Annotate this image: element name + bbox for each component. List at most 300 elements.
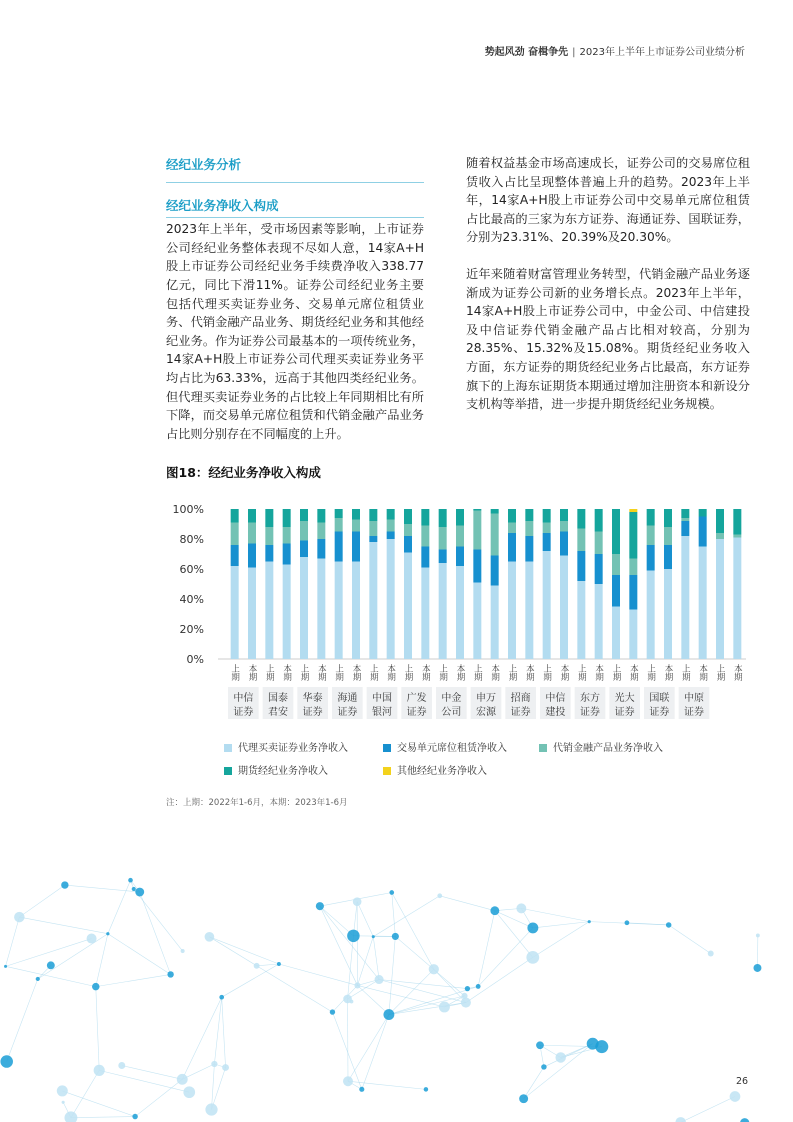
bar-segment	[283, 509, 291, 527]
bar-segment	[300, 557, 308, 659]
network-line	[96, 934, 108, 987]
company-label: 证券	[406, 707, 427, 718]
bar-segment	[508, 509, 516, 523]
bar-segment	[335, 562, 343, 660]
right-paragraph-2: 近年来随着财富管理业务转型，代销金融产品业务逐渐成为证券公司新的业务增长点。2023年上半年，14家A+H股上市证券公司中，中金公司、中信建投及中信证券代销金融产品占比相对较高，分别为28.35%、15.32%及15.08%。期货经纪业务收入方面，东方证券的期货经纪业务占比最高，东方证券旗下的上海东证期货本期通过增加注册资本和新设分支机构等举措，进一步提升期货经纪业务规模。	[466, 266, 750, 412]
network-node	[389, 890, 394, 895]
bar-segment	[681, 536, 689, 659]
bar-segment	[491, 509, 499, 514]
chart-note: 注：上期：2022年1-6月，本期：2023年1-6月	[166, 798, 348, 808]
bar-segment	[577, 529, 585, 552]
bar-segment	[491, 514, 499, 556]
bar-segment	[733, 509, 741, 535]
bar-segment	[283, 527, 291, 544]
bar-segment	[612, 607, 620, 660]
bar-segment	[248, 568, 256, 660]
bar-segment	[612, 575, 620, 607]
company-label: 中国	[372, 693, 392, 704]
bar-segment	[577, 551, 585, 581]
bar-segment	[647, 526, 655, 546]
bar-segment	[335, 518, 343, 532]
bar-segment	[265, 545, 273, 562]
bar-segment	[352, 562, 360, 660]
period-label: 本期	[316, 664, 327, 681]
bar-segment	[456, 566, 464, 659]
bar-segment	[456, 526, 464, 547]
network-node	[383, 1009, 394, 1020]
network-line	[478, 928, 533, 987]
network-node	[128, 878, 133, 883]
company-label: 申万	[476, 693, 496, 704]
network-node	[343, 995, 352, 1004]
bar-segment	[560, 556, 568, 660]
network-node	[392, 933, 399, 940]
network-node	[181, 949, 185, 953]
right-column	[466, 154, 750, 414]
bar-segment	[231, 523, 239, 546]
bar-segment	[716, 509, 724, 533]
bar-segment	[369, 509, 377, 521]
network-node	[61, 881, 68, 888]
bar-segment	[456, 509, 464, 526]
network-line	[389, 1003, 466, 1015]
company-label: 中信	[545, 693, 566, 704]
bar-segment	[629, 509, 637, 512]
network-node	[372, 935, 375, 938]
period-label: 本期	[420, 664, 431, 681]
network-line	[357, 902, 373, 937]
network-node	[675, 1117, 686, 1122]
bar-segment	[335, 509, 343, 518]
network-line	[521, 908, 589, 921]
network-node	[465, 986, 470, 991]
company-label: 华泰	[302, 693, 323, 704]
section-title: 经纪业务分析	[166, 157, 242, 172]
period-label: 上期	[368, 664, 379, 681]
network-line	[38, 934, 108, 979]
network-line	[222, 997, 226, 1067]
company-label: 海通	[337, 693, 358, 704]
network-node	[106, 932, 109, 935]
bar-segment	[647, 509, 655, 526]
bar-segment	[248, 544, 256, 568]
company-label: 证券	[614, 707, 635, 718]
company-label: 建投	[545, 707, 566, 718]
network-node	[132, 887, 136, 891]
network-line	[389, 936, 395, 1014]
period-label: 上期	[541, 664, 552, 681]
period-label: 上期	[611, 664, 621, 681]
legend-item-other	[383, 762, 487, 777]
network-node	[14, 912, 25, 923]
legend-label: 期货经纪业务净收入	[238, 766, 328, 777]
bar-segment	[439, 550, 447, 564]
left-column	[166, 156, 424, 443]
network-node	[277, 962, 281, 966]
network-node	[753, 964, 761, 972]
bar-segment	[543, 523, 551, 534]
network-line	[19, 885, 65, 917]
bar-segment	[265, 509, 273, 527]
network-line	[182, 997, 221, 1079]
bar-segment	[560, 532, 568, 556]
bar-segment	[699, 517, 707, 547]
network-node	[756, 933, 760, 937]
network-node	[64, 1111, 77, 1122]
bar-segment	[681, 509, 689, 518]
bar-segment	[473, 511, 481, 550]
legend-swatch	[383, 767, 391, 775]
bar-segment	[560, 521, 568, 532]
period-label: 本期	[663, 664, 673, 681]
period-label: 上期	[472, 664, 483, 681]
network-line	[257, 964, 279, 966]
period-label: 上期	[507, 664, 517, 681]
bar-segment	[508, 562, 516, 660]
period-label: 上期	[437, 664, 448, 681]
network-node	[132, 1114, 137, 1119]
bar-segment	[265, 562, 273, 660]
bar-segment	[664, 509, 672, 527]
bar-segment	[491, 586, 499, 660]
company-label: 银河	[372, 707, 392, 718]
bar-segment	[716, 539, 724, 659]
network-node	[437, 893, 442, 898]
bar-segment	[508, 533, 516, 562]
network-node	[526, 951, 539, 964]
network-line	[122, 1065, 182, 1079]
bar-segment	[664, 569, 672, 659]
bar-segment	[733, 538, 741, 660]
bar-segment	[317, 523, 325, 540]
y-tick-label: 40%	[179, 593, 204, 606]
bar-segment	[248, 523, 256, 544]
bar-segment	[404, 536, 412, 553]
network-node	[476, 984, 481, 989]
network-node	[316, 902, 324, 910]
network-line	[627, 923, 669, 925]
bar-segment	[508, 523, 516, 534]
network-node	[177, 1074, 188, 1085]
bar-segment	[595, 554, 603, 584]
bar-segment	[595, 532, 603, 555]
network-node	[708, 950, 714, 956]
bar-segment	[317, 509, 325, 523]
company-label: 光大	[614, 693, 635, 704]
bar-segment	[577, 581, 585, 659]
network-node	[555, 1052, 565, 1062]
header-separator: |	[572, 47, 576, 58]
bar-segment	[352, 532, 360, 562]
network-node	[375, 975, 384, 984]
network-line	[65, 885, 140, 892]
bar-segment	[300, 521, 308, 541]
period-label: 本期	[559, 664, 569, 681]
bar-segment	[491, 556, 499, 586]
network-node	[343, 1076, 353, 1086]
network-line	[19, 917, 108, 934]
header-slogan: 势起风劲 奋楫争先	[484, 47, 569, 58]
period-label: 本期	[247, 664, 257, 681]
period-label: 本期	[593, 664, 604, 681]
period-label: 上期	[403, 664, 413, 681]
bar-segment	[629, 559, 637, 576]
network-node	[36, 977, 40, 981]
bar-segment	[439, 509, 447, 527]
page-header	[485, 43, 745, 58]
y-tick-label: 20%	[179, 623, 204, 636]
legend-swatch	[224, 744, 232, 752]
network-node	[625, 920, 630, 925]
bar-segment	[525, 509, 533, 521]
period-label: 本期	[281, 664, 292, 681]
company-label: 证券	[510, 707, 531, 718]
bar-segment	[595, 509, 603, 532]
network-node	[439, 1001, 450, 1012]
bar-segment	[543, 533, 551, 551]
period-label: 本期	[385, 664, 396, 681]
network-node	[92, 983, 99, 990]
network-node	[94, 1065, 105, 1076]
bar-segment	[681, 521, 689, 536]
legend-item-seat	[383, 739, 507, 754]
network-line	[392, 892, 396, 936]
bar-segment	[525, 536, 533, 562]
network-node	[519, 1094, 528, 1103]
network-line	[71, 1070, 99, 1117]
bar-segment	[231, 545, 239, 566]
network-node	[461, 998, 471, 1008]
network-line	[348, 980, 380, 999]
bar-segment	[473, 550, 481, 583]
bar-segment	[248, 509, 256, 523]
y-tick-label: 0%	[186, 653, 204, 666]
network-line	[209, 937, 256, 966]
company-label: 证券	[649, 707, 670, 718]
company-label: 证券	[337, 707, 358, 718]
company-label: 中金	[441, 693, 462, 704]
network-line	[214, 997, 221, 1064]
company-label: 公司	[441, 707, 462, 718]
network-line	[348, 936, 354, 999]
bar-segment	[404, 509, 412, 524]
network-line	[108, 880, 131, 934]
company-label: 证券	[580, 707, 600, 718]
bar-segment	[473, 583, 481, 660]
bar-segment	[231, 566, 239, 659]
network-node	[347, 930, 359, 942]
bar-segment	[387, 532, 395, 540]
company-label: 中信	[233, 693, 254, 704]
bar-segment	[629, 512, 637, 559]
network-node	[666, 922, 672, 928]
company-label: 证券	[684, 707, 704, 718]
period-label: 上期	[645, 664, 656, 681]
company-label: 广发	[406, 693, 427, 704]
bar-segment	[387, 509, 395, 520]
network-node	[359, 1087, 364, 1092]
network-node	[516, 903, 526, 913]
network-line	[279, 964, 358, 985]
bar-segment	[352, 509, 360, 520]
network-node	[4, 965, 7, 968]
bar-segment	[421, 509, 429, 526]
bar-segment	[629, 610, 637, 660]
network-line	[71, 1117, 135, 1118]
bar-segment	[647, 545, 655, 571]
legend-swatch	[539, 744, 547, 752]
bar-segment	[577, 509, 585, 529]
legend-label: 其他经纪业务净收入	[397, 766, 487, 777]
bar-segment	[300, 541, 308, 558]
bar-segment	[525, 562, 533, 660]
period-label: 上期	[299, 664, 309, 681]
legend-swatch	[383, 744, 391, 752]
bar-segment	[612, 509, 620, 554]
bar-segment	[387, 539, 395, 659]
network-node	[424, 1087, 428, 1091]
bar-segment	[699, 509, 707, 517]
bar-segment	[231, 509, 239, 523]
bar-segment	[369, 521, 377, 536]
network-line	[681, 1096, 735, 1122]
network-line	[7, 979, 38, 1062]
period-label: 本期	[697, 664, 708, 681]
network-node	[183, 1086, 195, 1098]
bar-segment	[473, 509, 481, 511]
bar-segment	[300, 509, 308, 521]
bar-segment	[404, 524, 412, 536]
period-label: 上期	[264, 664, 275, 681]
sub-title: 经纪业务净收入构成	[166, 197, 279, 213]
company-label: 宏源	[476, 707, 496, 718]
bar-segment	[456, 547, 464, 567]
network-line	[379, 980, 466, 1003]
network-line	[357, 985, 444, 1007]
period-label: 上期	[680, 664, 691, 681]
bar-segment	[543, 551, 551, 659]
network-node	[490, 906, 499, 915]
network-node	[219, 995, 224, 1000]
network-line	[478, 911, 495, 987]
network-node	[118, 1062, 125, 1069]
bar-segment	[421, 547, 429, 568]
network-line	[373, 896, 439, 937]
bar-segment	[439, 563, 447, 659]
company-label: 君安	[268, 707, 288, 718]
network-node	[205, 932, 215, 942]
sub-divider	[166, 217, 424, 218]
network-line	[440, 896, 495, 911]
bar-segment	[716, 533, 724, 539]
network-line	[96, 987, 99, 1071]
legend-item-agency	[224, 739, 348, 754]
network-node	[167, 971, 173, 977]
bar-segment	[664, 527, 672, 545]
bar-segment	[283, 565, 291, 660]
period-label: 本期	[489, 664, 500, 681]
network-node	[135, 888, 144, 897]
network-node	[740, 1118, 749, 1122]
legend-label: 交易单元席位租赁净收入	[397, 743, 507, 754]
period-label: 本期	[732, 664, 743, 681]
company-label: 招商	[510, 693, 531, 704]
header-report-title: 2023年上半年上市证券公司业绩分析	[579, 47, 745, 58]
network-line	[320, 906, 354, 936]
network-background-decoration	[0, 820, 793, 1122]
network-line	[524, 1044, 593, 1099]
network-line	[96, 974, 171, 986]
bar-segment	[439, 527, 447, 550]
period-label: 本期	[351, 664, 361, 681]
bar-segment	[681, 518, 689, 521]
chart-title: 图18：经纪业务净收入构成	[166, 465, 321, 480]
bar-segment	[317, 559, 325, 660]
bar-segment	[525, 521, 533, 536]
bar-segment	[335, 532, 343, 562]
period-label: 上期	[715, 664, 725, 681]
network-line	[257, 966, 333, 1012]
network-line	[357, 937, 373, 986]
network-node	[254, 963, 260, 969]
network-node	[205, 1103, 217, 1115]
bar-segment	[317, 539, 325, 559]
network-node	[354, 982, 360, 988]
period-label: 上期	[333, 664, 344, 681]
network-line	[108, 934, 171, 975]
bar-segment	[664, 545, 672, 569]
network-node	[527, 922, 538, 933]
network-node	[87, 934, 97, 944]
legend-label: 代理买卖证券业务净收入	[238, 743, 348, 754]
network-line	[99, 1070, 189, 1092]
network-line	[669, 925, 711, 954]
bar-segment	[265, 527, 273, 545]
network-node	[47, 961, 55, 969]
bar-segment	[612, 554, 620, 575]
company-label: 国泰	[268, 693, 288, 704]
network-node	[62, 1101, 65, 1104]
legend-label: 代销金融产品业务净收入	[553, 743, 663, 754]
legend-swatch	[224, 767, 232, 775]
network-node	[429, 964, 439, 974]
y-tick-label: 100%	[172, 503, 204, 516]
bar-segment	[595, 584, 603, 659]
period-label: 本期	[455, 664, 465, 681]
network-line	[222, 964, 279, 997]
bar-segment	[283, 544, 291, 565]
network-line	[6, 966, 96, 986]
bar-segment	[369, 542, 377, 659]
bar-segment	[421, 568, 429, 660]
network-line	[140, 892, 171, 974]
network-line	[392, 892, 434, 969]
bar-segment	[421, 526, 429, 547]
period-label: 本期	[524, 664, 535, 681]
bar-segment	[387, 520, 395, 532]
bar-segment	[404, 553, 412, 660]
bar-segment	[699, 547, 707, 660]
network-node	[0, 1055, 13, 1068]
network-node	[211, 1061, 217, 1067]
bar-segment	[369, 536, 377, 542]
network-node	[730, 1091, 741, 1102]
network-node	[587, 1038, 599, 1050]
network-node	[222, 1064, 229, 1071]
legend-item-product	[539, 739, 663, 754]
company-label: 证券	[233, 707, 254, 718]
legend-item-futures	[224, 762, 328, 777]
